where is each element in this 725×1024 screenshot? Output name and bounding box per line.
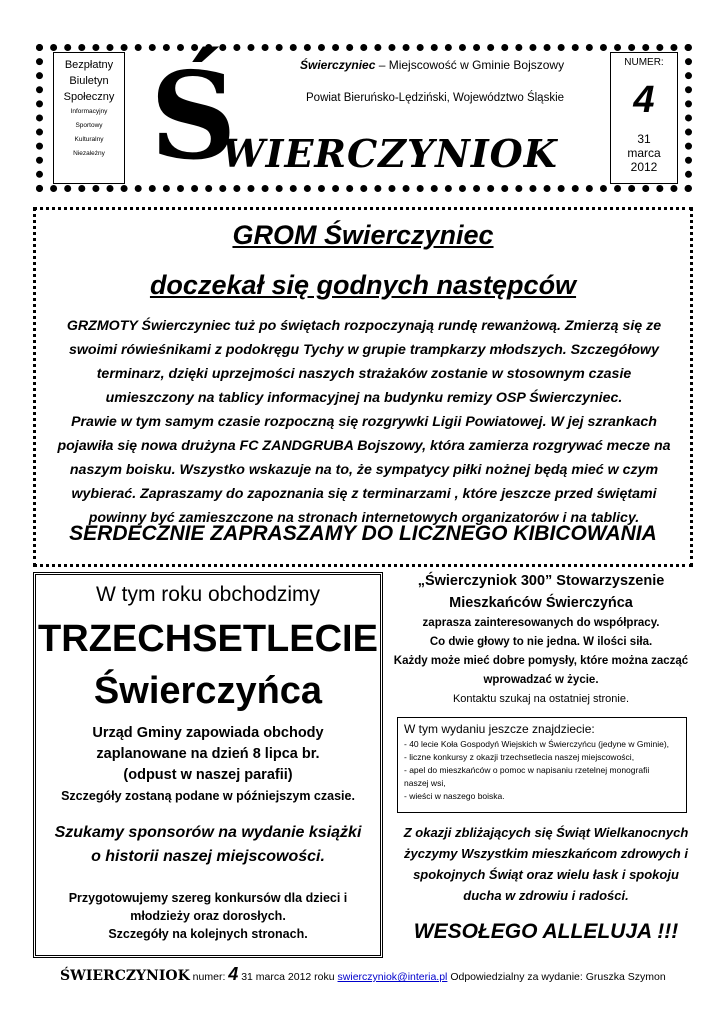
association-title: „Świerczyniok 300” Stowarzyszenie: [417, 573, 665, 589]
article-line: terminarz, dzięki uprzejmości naszych strażaków zostanie w stosownym czasie: [96, 366, 632, 382]
association-notice: [388, 570, 694, 708]
issue-label: NUMER:: [624, 57, 664, 68]
alleluja-greeting: WESOŁEGO ALLELUJA !!!: [413, 920, 679, 943]
issue-day: 31: [637, 132, 651, 146]
contests-line: Przygotowujemy szereg konkursów dla dzieci i: [68, 891, 348, 905]
bulletin-tag: Sportowy: [75, 122, 103, 129]
anniversary-village: Świerczyńca: [93, 670, 323, 712]
subtitle-village: Świerczyniec: [300, 58, 376, 72]
announcement-line: zaplanowane na dzień 8 lipca br.: [96, 746, 320, 762]
easter-wishes: [396, 822, 696, 906]
article-line: umieszczony na tablicy informacyjnej na budynku remizy OSP Świerczyniec.: [105, 390, 623, 406]
article-line: GRZMOTY Świerczyniec tuż po świętach rozpoczynają rundę rewanżową. Zmierzą się ze: [66, 318, 662, 334]
logo-wordmark: WIERCZYNIOK: [222, 131, 558, 176]
association-contact: Kontaktu szukaj na ostatniej stronie.: [452, 693, 630, 705]
sponsor-line: o historii naszej miejscowości.: [91, 848, 325, 865]
contests-note: [36, 889, 380, 943]
article-line: naszym boisku. Wszystko wskazuje na to, że sympatycy piłki nożnej będą mieć w czym: [69, 462, 659, 478]
bulletin-line2: Biuletyn: [69, 75, 109, 87]
article-line: pojawiła się nowa drużyna FC ZANDGRUBA Bojszowy, która zamierza rozgrywać mecze na: [57, 438, 671, 454]
bulletin-tag: Kulturalny: [74, 136, 104, 143]
footer-date: 31 marca 2012 roku: [238, 971, 338, 983]
announcement-line: Urząd Gminy zapowiada obchody: [92, 725, 324, 741]
list-item: naszej wsi,: [404, 778, 446, 788]
issue-box: [610, 52, 678, 184]
article-invitation: SERDECZNIE ZAPRASZAMY DO LICZNEGO KIBICOWANIA: [69, 522, 657, 545]
contests-line: młodzieży oraz dorosłych.: [130, 909, 286, 923]
bulletin-line1: Bezpłatny: [64, 59, 114, 71]
association-line: wprowadzać w życie.: [483, 674, 599, 686]
in-this-issue-list: [404, 738, 680, 803]
article-line: powinny być zamieszczone na stronach internetowych organizatorów i na tablicy.: [88, 510, 640, 526]
article-headline: GROM Świerczyniec: [232, 220, 494, 250]
footer-responsible: Odpowiedzialny za wydanie: Gruszka Szymon: [447, 971, 666, 983]
association-line: Każdy może mieć dobre pomysły, które można zacząć: [393, 655, 689, 667]
anniversary-intro: W tym roku obchodzimy: [95, 583, 321, 606]
footer-issue-number: 4: [228, 964, 239, 984]
bulletin-info-box: [53, 52, 125, 184]
list-item: - liczne konkursy z okazji trzechsetlecia naszej miejscowości,: [404, 752, 635, 762]
masthead-subtitle: [300, 58, 564, 72]
subtitle-description: – Miejscowość w Gminie Bojszowy: [375, 58, 565, 72]
article-subheadline: doczekał się godnych następców: [149, 270, 577, 300]
association-title-line2: Mieszkańców Świerczyńca: [449, 595, 633, 611]
anniversary-title: TRZECHSETLECIE: [38, 618, 378, 660]
logo-initial: Ś: [150, 46, 237, 187]
in-this-issue-title: W tym wydaniu jeszcze znajdziecie:: [404, 722, 595, 736]
bulletin-tag: Informacyjny: [70, 108, 108, 115]
association-line: Co dwie głowy to nie jedna. W ilości siła.: [429, 636, 653, 648]
wishes-line: ducha w zdrowiu i radości.: [463, 888, 629, 903]
footer-numer-label: numer:: [189, 971, 229, 983]
footer-email-link[interactable]: swierczyniok@interia.pl: [337, 971, 448, 983]
anniversary-announcement: [36, 723, 380, 807]
anniversary-box: [33, 572, 383, 958]
wishes-line: spokojnych Świąt oraz wielu łask i spokoju: [413, 867, 679, 882]
announcement-line: (odpust w naszej parafii): [123, 767, 293, 783]
footer-brand: ŚWIERCZYNIOK: [60, 968, 190, 984]
bulletin-line3: Społeczny: [63, 91, 115, 103]
issue-month: marca: [627, 146, 661, 160]
page-footer: [60, 964, 666, 985]
issue-year: 2012: [630, 160, 658, 174]
announcement-line: Szczegóły zostaną podane w późniejszym czasie.: [61, 789, 355, 803]
list-item: - 40 lecie Koła Gospodyń Wiejskich w Świerczyńcu (jedyne w Gminie),: [404, 739, 670, 749]
article-line: wybierać. Zapraszamy do zapoznania się z terminarzami , które jeszcze przed świętami: [71, 486, 657, 502]
wishes-line: Z okazji zbliżających się Świąt Wielkanocnych: [403, 825, 689, 840]
list-item: - wieści w naszego boiska.: [404, 791, 505, 801]
in-this-issue-box: [397, 717, 687, 813]
sponsor-line: Szukamy sponsorów na wydanie książki: [54, 824, 362, 841]
issue-number: 4: [633, 79, 655, 121]
sponsor-appeal: [36, 821, 380, 869]
list-item: - apel do mieszkańców o pomoc w napisaniu rzetelnej monografii: [404, 765, 650, 775]
bulletin-tag: Niezależny: [73, 150, 105, 157]
wishes-line: życzymy Wszystkim mieszkańcom zdrowych i: [404, 846, 688, 861]
article-line: Prawie w tym samym czasie rozpoczną się rozgrywki Ligii Powiatowej. W jej szrankach: [71, 414, 657, 430]
grom-article: [33, 207, 693, 567]
association-line: zaprasza zainteresowanych do współpracy.: [422, 617, 660, 629]
contests-line: Szczegóły na kolejnych stronach.: [108, 927, 308, 941]
article-line: swoimi rówieśnikami z podokręgu Tychy w grupie trampkarzy młodszych. Szczegółowy: [69, 342, 659, 358]
article-body: [44, 314, 684, 530]
masthead-region: Powiat Bieruńsko-Lędziński, Województwo Śląskie: [306, 92, 565, 104]
